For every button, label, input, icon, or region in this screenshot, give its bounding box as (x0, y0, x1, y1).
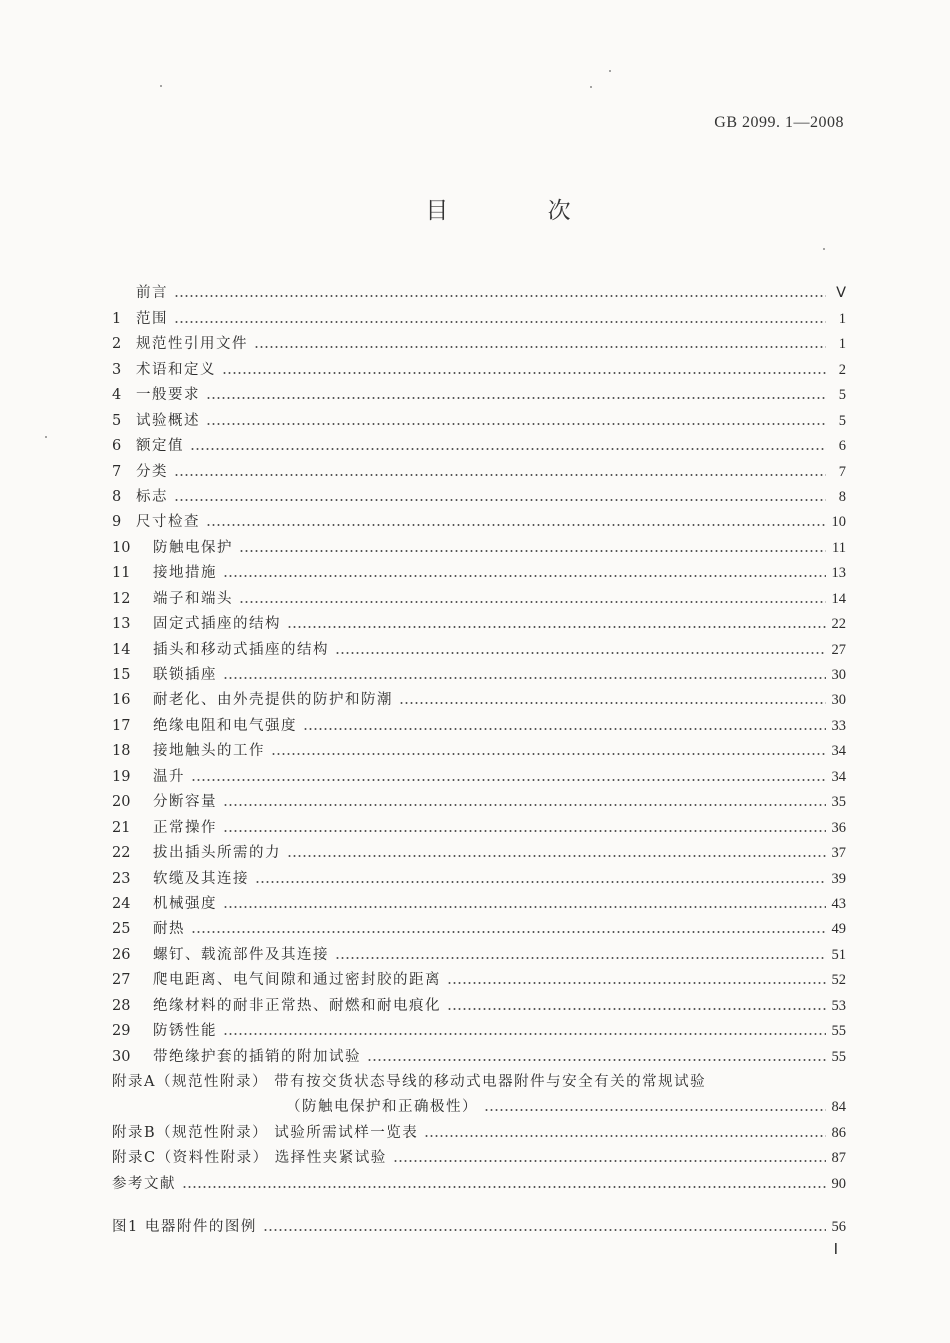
toc-entry-number: 5 (112, 412, 122, 429)
toc-entry-page: 14 (831, 590, 846, 607)
leader-dots (223, 804, 826, 806)
leader-dots (393, 1160, 826, 1162)
toc-entry-number: 18 (112, 743, 131, 760)
toc-entry[interactable] (112, 811, 846, 836)
toc-entry-page: 35 (831, 794, 846, 811)
toc-entry[interactable] (112, 608, 846, 633)
toc-entry-page: 27 (831, 641, 846, 658)
leader-dots (239, 601, 826, 603)
toc-entry-label: 软缆及其连接 (153, 870, 249, 887)
leader-dots (255, 881, 826, 883)
toc-entry-page: 13 (831, 565, 846, 582)
leader-dots (367, 1059, 826, 1061)
toc-entry-page: 90 (831, 1175, 846, 1192)
toc-entry-page: 2 (838, 361, 846, 378)
toc-entry-label: 标志 (136, 488, 168, 505)
scan-speck (823, 248, 825, 250)
toc-entry[interactable] (112, 328, 846, 353)
leader-dots (447, 982, 826, 984)
toc-entry-label: 插头和移动式插座的结构 (153, 641, 329, 658)
toc-entry[interactable] (112, 481, 846, 506)
toc-entry-number: 25 (112, 921, 131, 938)
toc-annex-c[interactable] (112, 1142, 846, 1167)
toc-entry-label: 试验概述 (136, 412, 200, 429)
toc-entry-label: 一般要求 (136, 387, 200, 404)
toc-entry-label: 前言 (136, 285, 168, 302)
toc-entry-label: 规范性引用文件 (136, 336, 248, 353)
toc-entry-number: 7 (112, 463, 122, 480)
toc-entry-page: 53 (831, 997, 846, 1014)
toc-entry-label: （防触电保护和正确极性） (286, 1099, 478, 1116)
toc-entry-label: 附录B（规范性附录） 试验所需试样一览表 (112, 1124, 419, 1141)
toc-entry-number: 17 (112, 717, 131, 734)
toc-entry-number: 2 (112, 336, 122, 353)
page-number: Ⅰ (833, 1242, 838, 1258)
toc-entry[interactable] (112, 760, 846, 785)
toc-entry-page: 11 (832, 539, 846, 556)
toc-entry[interactable] (112, 684, 846, 709)
leader-dots (263, 1229, 826, 1231)
leader-dots (174, 321, 826, 323)
leader-dots (182, 1186, 826, 1188)
toc-entry-label: 绝缘材料的耐非正常热、耐燃和耐电痕化 (153, 997, 441, 1014)
toc-entry-page: 33 (831, 717, 846, 734)
toc-entry-label: 端子和端头 (153, 590, 233, 607)
toc-annex-b[interactable] (112, 1116, 846, 1141)
toc-figure-entry[interactable] (112, 1211, 846, 1236)
leader-dots (271, 753, 826, 755)
toc-entry-number: 22 (112, 845, 131, 862)
leader-dots (239, 550, 826, 552)
toc-entry-number: 11 (112, 565, 131, 582)
toc-entry-number: 14 (112, 641, 131, 658)
toc-entry-label: 额定值 (136, 438, 184, 455)
toc-entry-label: 接地触头的工作 (153, 743, 265, 760)
toc-annex-a[interactable] (112, 1066, 846, 1091)
leader-dots (335, 957, 826, 959)
toc-entry-number: 4 (112, 387, 122, 404)
toc-entry-label: 带绝缘护套的插销的附加试验 (153, 1048, 361, 1065)
scan-speck (160, 85, 162, 87)
toc-entry[interactable] (112, 353, 846, 378)
toc-entry[interactable] (112, 404, 846, 429)
toc-entry[interactable] (112, 862, 846, 887)
toc-entry-number: 19 (112, 768, 131, 785)
toc-entry-page: 39 (831, 870, 846, 887)
toc-entry-label: 联锁插座 (153, 667, 217, 683)
toc-entry-page: 55 (831, 1023, 846, 1040)
toc-entry-label: 固定式插座的结构 (153, 616, 281, 633)
toc-entry[interactable] (112, 277, 846, 302)
toc-entry[interactable] (112, 837, 846, 862)
toc-entry-page: 87 (831, 1150, 846, 1167)
toc-entry-label: 螺钉、载流部件及其连接 (153, 946, 329, 963)
scan-speck (45, 436, 47, 438)
toc-entry[interactable] (112, 557, 846, 582)
toc-entry-number: 16 (112, 692, 131, 709)
leader-dots (191, 931, 826, 933)
toc-entry-number: 6 (112, 438, 122, 455)
toc-entry-label: 耐老化、由外壳提供的防护和防潮 (153, 692, 393, 709)
toc-entry-number: 23 (112, 870, 131, 887)
toc-entry-label: 接地措施 (153, 565, 217, 582)
toc-entry-page: 5 (838, 412, 846, 429)
toc-entry-page: Ⅴ (836, 285, 846, 302)
toc-entry-page: 7 (838, 463, 846, 480)
leader-dots (206, 397, 826, 399)
toc-entry-label: 温升 (153, 768, 185, 785)
toc-entry-number: 13 (112, 616, 131, 633)
leader-dots (223, 1033, 826, 1035)
toc-entry-page: 8 (838, 488, 846, 505)
toc-entry-page: 10 (831, 514, 846, 531)
toc-entry[interactable] (112, 786, 846, 811)
toc-entry[interactable] (112, 659, 846, 684)
toc-entry-label: 参考文献 (112, 1175, 176, 1192)
leader-dots (424, 1135, 825, 1137)
toc-entry-page: 30 (831, 667, 846, 683)
toc-entry-page: 86 (831, 1124, 846, 1141)
leader-dots (174, 499, 826, 501)
toc-entry-number: 27 (112, 972, 131, 989)
toc-entry-label: 图1 电器附件的图例 (112, 1219, 257, 1236)
toc-entry-page: 43 (831, 895, 846, 912)
toc-entry-label: 爬电距离、电气间隙和通过密封胶的距离 (153, 972, 441, 989)
toc-entry-page: 52 (831, 972, 846, 989)
toc-entry[interactable] (112, 582, 846, 607)
leader-dots (223, 830, 826, 832)
toc-entry-page: 49 (831, 921, 846, 938)
toc-entry-page: 22 (831, 616, 846, 633)
toc-entry[interactable] (112, 964, 846, 989)
toc-entry[interactable] (112, 735, 846, 760)
toc-entry[interactable] (112, 379, 846, 404)
toc-entry-page: 6 (838, 438, 846, 455)
standard-number: GB 2099. 1—2008 (714, 114, 844, 131)
toc-entry-page: 56 (831, 1219, 846, 1236)
leader-dots (222, 372, 826, 374)
scan-speck (590, 86, 592, 88)
leader-dots (191, 779, 826, 781)
toc-entry[interactable] (112, 455, 846, 480)
toc-entry-page: 36 (831, 819, 846, 836)
toc-entry-number: 26 (112, 946, 131, 963)
toc-entry[interactable] (112, 1040, 846, 1065)
toc-entry-label: 分类 (136, 463, 168, 480)
toc-entry-page: 1 (838, 310, 846, 327)
leader-dots (223, 677, 826, 679)
toc-entry-number: 9 (112, 514, 122, 531)
toc-bibliography[interactable] (112, 1167, 846, 1192)
leader-dots (287, 626, 826, 628)
toc-entry[interactable] (112, 531, 846, 556)
toc-entry-page: 1 (838, 336, 846, 353)
toc-entry-label: 附录A（规范性附录） 带有按交货状态导线的移动式电器附件与安全有关的常规试验 (112, 1074, 707, 1090)
toc-entry-number: 8 (112, 488, 122, 505)
toc-annex-a-continuation[interactable] (112, 1091, 846, 1116)
toc-entry[interactable] (112, 938, 846, 963)
toc-entry[interactable] (112, 506, 846, 531)
toc-entry[interactable] (112, 633, 846, 658)
toc-entry-number: 12 (112, 590, 131, 607)
leader-dots (399, 702, 826, 704)
toc-entry-number: 24 (112, 895, 131, 912)
toc-entry[interactable] (112, 430, 846, 455)
leader-dots (174, 295, 826, 297)
toc-entry-page: 37 (831, 845, 846, 862)
leader-dots (223, 575, 826, 577)
toc-entry-label: 防触电保护 (153, 539, 233, 556)
toc-entry-page: 51 (831, 946, 846, 963)
leader-dots (190, 448, 826, 450)
toc-entry-label: 机械强度 (153, 895, 217, 912)
toc-entry-page: 55 (831, 1048, 846, 1065)
toc-entry[interactable] (112, 913, 846, 938)
toc-entry-page: 34 (831, 768, 846, 785)
leader-dots (174, 474, 826, 476)
toc-entry-label: 范围 (136, 310, 168, 327)
toc-entry-label: 拔出插头所需的力 (153, 845, 281, 862)
leader-dots (287, 855, 826, 857)
toc-entry-label: 耐热 (153, 921, 185, 938)
toc-entry-number: 21 (112, 819, 131, 836)
scan-speck (609, 70, 611, 72)
leader-dots (335, 652, 826, 654)
toc-entry[interactable] (112, 989, 846, 1014)
leader-dots (254, 346, 826, 348)
toc-entry-label: 分断容量 (153, 794, 217, 811)
leader-dots (484, 1109, 826, 1111)
toc-entry-label: 正常操作 (153, 819, 217, 836)
toc-entry-label: 防锈性能 (153, 1023, 217, 1040)
toc-entry-number: 15 (112, 667, 131, 683)
toc-entry-page: 34 (831, 743, 846, 760)
toc-entry-number: 29 (112, 1023, 131, 1040)
toc-entry-number: 10 (112, 539, 131, 556)
toc-entry[interactable] (112, 302, 846, 327)
toc-entry-number: 28 (112, 997, 131, 1014)
toc-entry-number: 3 (112, 361, 122, 378)
page-title: 目 次 (425, 198, 617, 224)
leader-dots (223, 906, 826, 908)
leader-dots (303, 728, 826, 730)
toc-entry-label: 尺寸检查 (136, 514, 200, 531)
leader-dots (206, 524, 826, 526)
toc-entry-number: 1 (112, 310, 122, 327)
toc-entry[interactable] (112, 1015, 846, 1040)
toc-entry-page: 30 (831, 692, 846, 709)
toc-entry-number: 30 (112, 1048, 131, 1065)
toc-entry[interactable] (112, 709, 846, 734)
leader-dots (206, 423, 826, 425)
leader-dots (447, 1008, 826, 1010)
figure-list (112, 1211, 846, 1236)
toc-entry-page: 84 (831, 1099, 846, 1116)
toc-entry-page: 5 (838, 387, 846, 404)
table-of-contents (112, 277, 846, 1193)
toc-entry-label: 术语和定义 (136, 361, 216, 378)
toc-entry-number: 20 (112, 794, 131, 811)
toc-entry[interactable] (112, 888, 846, 913)
toc-entry-label: 绝缘电阻和电气强度 (153, 717, 297, 734)
toc-entry-label: 附录C（资料性附录） 选择性夹紧试验 (112, 1150, 387, 1167)
